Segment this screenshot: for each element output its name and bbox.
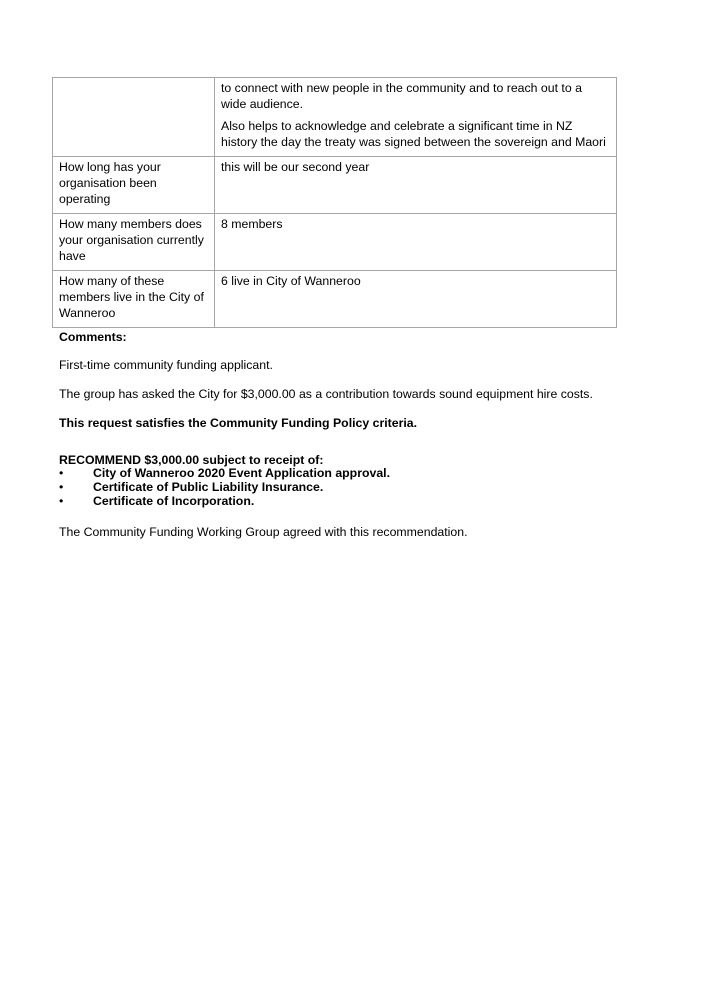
list-item xyxy=(59,480,659,494)
list-item xyxy=(59,466,659,480)
table-value-cell: this will be our second year xyxy=(215,157,617,214)
table-value-text: Also helps to acknowledge and celebrate a significant time in NZ history the day the treaty was signed between the sovereign and Maori xyxy=(221,119,606,149)
conditions-list xyxy=(59,466,659,508)
condition-text: Certificate of Public Liability Insurance. xyxy=(93,480,324,494)
table-label-cell xyxy=(53,78,215,157)
bullet-icon: • xyxy=(59,480,64,494)
table-value-cell xyxy=(215,78,617,157)
list-item xyxy=(59,494,659,508)
condition-text: Certificate of Incorporation. xyxy=(93,494,255,508)
funding-request-text: The group has asked the City for $3,000.00 as a contribution towards sound equipment hire costs. xyxy=(59,387,593,401)
comments-heading: Comments: xyxy=(59,330,127,344)
bullet-icon: • xyxy=(59,466,64,480)
table-value-cell: 6 live in City of Wanneroo xyxy=(215,271,617,328)
recommendation-heading: RECOMMEND $3,000.00 subject to receipt of: xyxy=(59,453,324,467)
table-label-cell: How long has your organisation been operating xyxy=(53,157,215,214)
application-details-table xyxy=(52,77,617,328)
policy-criteria-text: This request satisfies the Community Funding Policy criteria. xyxy=(59,416,418,430)
first-time-applicant-text: First-time community funding applicant. xyxy=(59,358,273,372)
table-value-cell: 8 members xyxy=(215,214,617,271)
table-value-text: to connect with new people in the community and to reach out to a wide audience. xyxy=(221,81,582,111)
condition-text: City of Wanneroo 2020 Event Application approval. xyxy=(93,466,390,480)
table-row xyxy=(53,78,617,157)
table-row xyxy=(53,271,617,328)
table-label-cell: How many of these members live in the City of Wanneroo xyxy=(53,271,215,328)
bullet-icon: • xyxy=(59,494,64,508)
working-group-text: The Community Funding Working Group agreed with this recommendation. xyxy=(59,525,468,539)
table-row xyxy=(53,157,617,214)
table-label-cell: How many members does your organisation currently have xyxy=(53,214,215,271)
table-row xyxy=(53,214,617,271)
